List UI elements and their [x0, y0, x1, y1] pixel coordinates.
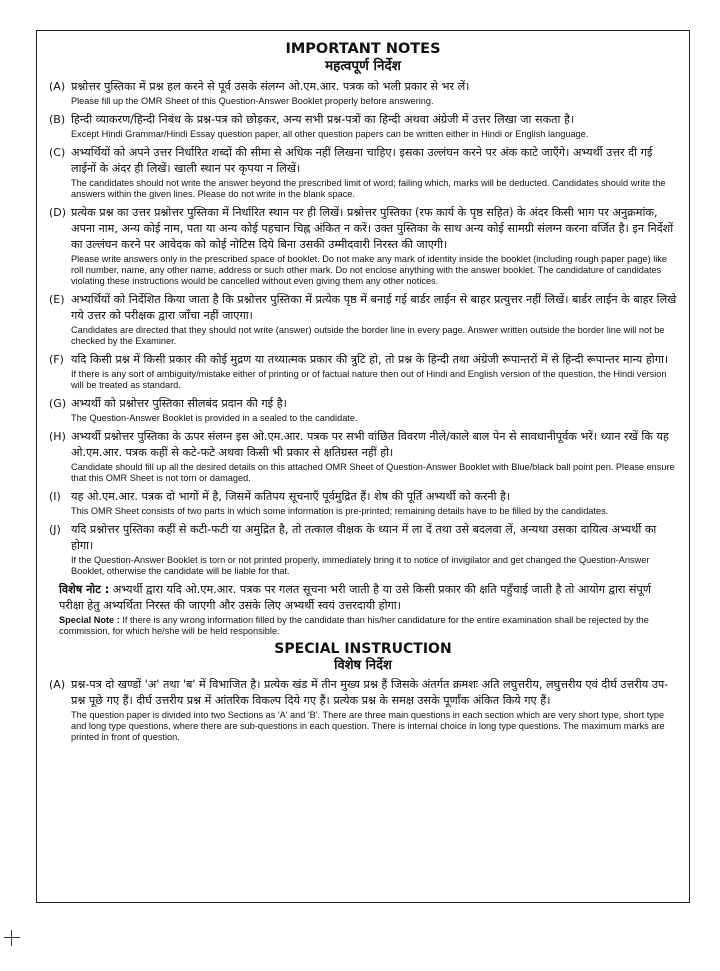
item-hindi-text: हिन्दी व्याकरण/हिन्दी निबंध के प्रश्न-पत्र को छोड़कर, अन्य सभी प्रश्न-पत्रों का हिन्दी अथवा अंग्रेजी में उत्तर लिखा जा सकता है।: [71, 113, 575, 126]
item-english-text: Candidates are directed that they should not write (answer) outside the border line in every page. Answer written outside the border line will not be checked by the Examiner.: [71, 325, 665, 346]
special-note-english: If there is any wrong information filled by the candidate than his/her candidature for the entire examination shall be rejected by the commission, for which he/she will be held responsible.: [59, 615, 649, 636]
instruction-item: [49, 79, 677, 107]
item-english-text: The question paper is divided into two Sections as 'A' and 'B'. There are three main questions in each section which are very short type, short type and long type questions, where there are sub-questions in each question. There is internal choice in long type questions. The maximum marks are printed in front of question.: [71, 710, 665, 742]
item-hindi-text: अभ्यर्थियों को निर्देशित किया जाता है कि प्रश्नोत्तर पुस्तिका में प्रत्येक पृष्ठ में बनाई गई बार्डर लाईन से बाहर प्रत्युत्तर नहीं लिखें। बार्डर लाईन के बाहर लिखे गये उत्तर को परीक्षक द्वारा जाँचा नहीं जाएगा।: [71, 293, 677, 322]
instruction-item: [49, 112, 677, 140]
item-english-text: Except Hindi Grammar/Hindi Essay question paper, all other question papers can be written either in Hindi or English language.: [71, 129, 589, 139]
item-label: (I): [49, 490, 61, 503]
instruction-item: [49, 145, 677, 200]
instruction-item: [49, 352, 677, 391]
special-note-lead-hindi: विशेष नोट :: [59, 583, 110, 596]
title-hindi: महत्वपूर्ण निर्देश: [325, 58, 401, 74]
special-note-lead-english: Special Note :: [59, 615, 120, 625]
special-instruction-title: SPECIAL INSTRUCTION: [274, 641, 452, 657]
special-note-hindi: अभ्यर्थी द्वारा यदि ओ.एम.आर. पत्रक पर गलत सूचना भरी जाती है या उसे किसी प्रकार की क्षति पहुँचाई जाती है तो आयोग द्वारा संपूर्ण परीक्षा हेतु अभ्यर्थिता निरस्त की जाएगी और उसके लिए अभ्यर्थी स्वयं उत्तरदायी होगा।: [59, 583, 651, 612]
item-hindi-text: यदि किसी प्रश्न में किसी प्रकार की कोई मुद्रण या तथ्यात्मक प्रकार की त्रुटि हो, तो प्रश्न के हिन्दी तथा अंग्रेजी रूपान्तरों में से हिन्दी रूपान्तर मान्य होगा।: [71, 353, 669, 366]
item-hindi-text: प्रश्नोत्तर पुस्तिका में प्रश्न हल करने से पूर्व उसके संलग्न ओ.एम.आर. पत्रक को भली प्रकार से भर लें।: [71, 80, 470, 93]
item-hindi-text: अभ्यर्थी प्रश्नोत्तर पुस्तिका के ऊपर संलग्न इस ओ.एम.आर. पत्रक पर सभी वांछित विवरण नीले/काले बाल पेन से सावधानीपूर्वक भरें। ध्यान रखें कि यह ओ.एम.आर. पत्रक कहीं से कटे-फटे अथवा किसी भी प्रकार से क्षतिग्रस्त नहीं हो।: [71, 430, 669, 459]
special-note: [59, 582, 677, 637]
item-english-text: The Question-Answer Booklet is provided in a sealed to the candidate.: [71, 413, 358, 423]
item-hindi-text: प्रत्येक प्रश्न का उत्तर प्रश्नोत्तर पुस्तिका में निर्धारित स्थान पर ही लिखें। प्रश्नोत्तर पुस्तिका (रफ कार्य के पृष्ठ सहित) के अंदर किसी भाग पर अनुक्रमांक, अपना नाम, अन्य कोई नाम, पता या अन्य कोई पहचान चिह्न अंकित न करें। उक्त पुस्तिका के साथ अन्य कोई सामग्री संलग्न करना वर्जित है। इन निर्देशों का उल्लंघन करने पर आवेदक को कोई नोटिस दिये बिना उसकी उम्मीदवारी निरस्त की जाएगी।: [71, 206, 674, 251]
special-instruction-title-hindi: विशेष निर्देश: [334, 658, 392, 673]
instruction-item: [49, 205, 677, 287]
instruction-item: [49, 677, 677, 743]
instruction-item: [49, 292, 677, 347]
item-english-text: Please write answers only in the prescribed space of booklet. Do not make any mark of identity inside the booklet (including rough paper page) like roll number, name, any other name, address or such other mark. Do not enclose anything with the answer booklet. The candidature of candidates violating these instructions would be cancelled without even giving them any other notices.: [71, 254, 667, 286]
item-hindi-text: अभ्यर्थी को प्रश्नोत्तर पुस्तिका सीलबंद प्रदान की गई है।: [71, 397, 287, 410]
item-label: (E): [49, 293, 65, 306]
item-label: (J): [49, 523, 61, 536]
item-label: (C): [49, 146, 66, 159]
notes-list: [49, 79, 677, 577]
item-label: (F): [49, 353, 64, 366]
registration-mark: [4, 930, 20, 946]
instruction-item: [49, 429, 677, 484]
item-label: (D): [49, 206, 67, 219]
item-label: (H): [49, 430, 66, 443]
instruction-item: [49, 522, 677, 577]
item-label: (G): [49, 397, 67, 410]
item-label: (A): [49, 678, 66, 691]
item-hindi-text: अभ्यर्थियों को अपने उत्तर निर्धारित शब्दों की सीमा से अधिक नहीं लिखना चाहिए। इसका उल्लंघन करने पर अंक काटे जाएँगे। अभ्यर्थी उत्तर दी गई लाईनों के अंदर ही लिखें। खाली स्थान पर कृपया न लिखें।: [71, 146, 653, 175]
item-english-text: If there is any sort of ambiguity/mistake either of printing or of factual nature then out of Hindi and English version of the question, the Hindi version will be treated as standard.: [71, 369, 667, 390]
instruction-item: [49, 396, 677, 424]
item-english-text: This OMR Sheet consists of two parts in which some information is pre-printed; remaining details have to be filled by the candidates.: [71, 506, 609, 516]
item-hindi-text: प्रश्न-पत्र दो खण्डों 'अ' तथा 'ब' में विभाजित है। प्रत्येक खंड में तीन मुख्य प्रश्न हैं जिसके अंतर्गत क्रमशः अति लघुत्तरीय, लघुत्तरीय एवं दीर्घ उत्तरीय उप-प्रश्न पूछे गए हैं। दीर्घ उत्तरीय प्रश्न में आंतरिक विकल्प दिये गए हैं। प्रत्येक प्रश्न के समक्ष उसके पूर्णांक अंकित किये गए हैं।: [71, 678, 669, 707]
item-label: (B): [49, 113, 66, 126]
title-english: IMPORTANT NOTES: [285, 41, 441, 57]
item-label: (A): [49, 80, 66, 93]
item-hindi-text: यह ओ.एम.आर. पत्रक दो भागों में है, जिसमें कतिपय सूचनाएँ पूर्वमुद्रित हैं। शेष की पूर्ति अभ्यर्थी को करनी है।: [71, 490, 511, 503]
special-instruction-list: [49, 677, 677, 743]
item-english-text: If the Question-Answer Booklet is torn or not printed properly, immediately bring it to notice of invigilator and get changed the Question-Answer Booklet, otherwise the candidate will be liable for that.: [71, 555, 650, 576]
instructions-sheet: [36, 30, 690, 903]
item-english-text: Please fill up the OMR Sheet of this Question-Answer Booklet properly before answering.: [71, 96, 434, 106]
instruction-item: [49, 489, 677, 517]
item-english-text: The candidates should not write the answer beyond the prescribed limit of word; failing which, marks will be deducted. Candidates should write the answers within the given lines. Please do not write in the blank space.: [71, 178, 666, 199]
item-english-text: Candidate should fill up all the desired details on this attached OMR Sheet of Question-Answer Booklet with Blue/black ball point pen. Please ensure that this OMR Sheet is not torn or damaged.: [71, 462, 675, 483]
item-hindi-text: यदि प्रश्नोत्तर पुस्तिका कहीं से कटी-फटी या अमुद्रित है, तो तत्काल वीक्षक के ध्यान में ला दें तथा उसे बदलवा लें, अन्यथा उसका दायित्व अभ्यर्थी का होगा।: [71, 523, 657, 552]
